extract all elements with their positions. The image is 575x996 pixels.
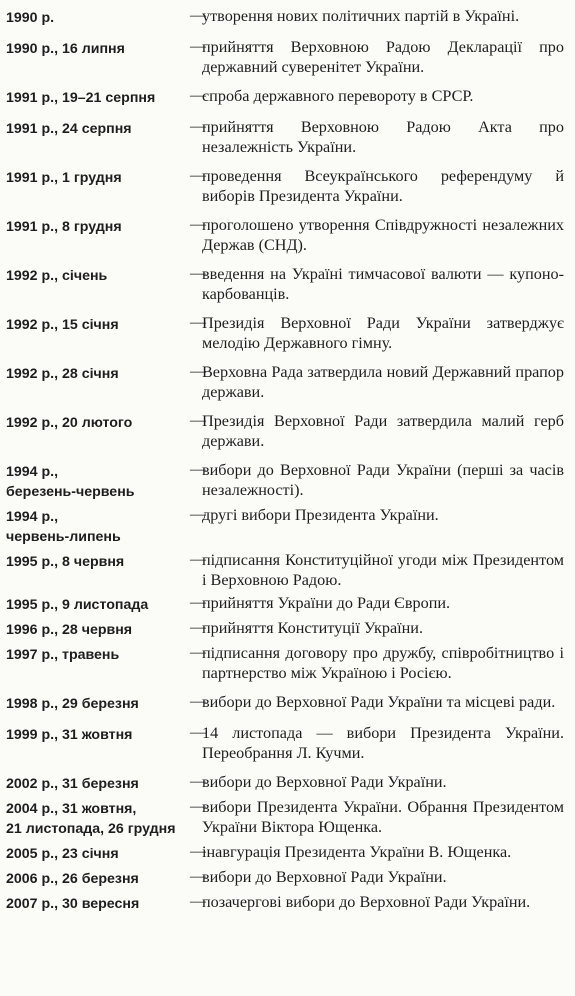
list-item bbox=[6, 723, 568, 763]
entry-date: 1995 р., 9 листопада bbox=[6, 597, 149, 613]
entry-date: 1997 р., травень bbox=[6, 647, 120, 663]
list-item bbox=[6, 692, 568, 714]
list-item bbox=[6, 618, 568, 640]
list-item bbox=[6, 215, 568, 255]
entry-dash: — bbox=[190, 693, 206, 710]
entry-event: Президія Верховної Ради України затверджує мелодію Державного гімну. bbox=[202, 314, 564, 352]
entry-dash: — bbox=[190, 551, 206, 568]
entry-dash: — bbox=[190, 868, 206, 885]
entry-date: 1992 р., 20 лютого bbox=[6, 415, 133, 431]
entry-event: підписання договору про дружбу, співробітництво і партнерство між Україною і Росією. bbox=[202, 644, 564, 682]
entry-dash: — bbox=[190, 412, 206, 429]
entry-dash: — bbox=[190, 644, 206, 661]
list-item bbox=[6, 593, 568, 615]
entry-dash: — bbox=[190, 843, 206, 860]
entry-dash: — bbox=[190, 118, 206, 135]
entry-date: 1991 р., 19–21 серпня bbox=[6, 90, 156, 106]
list-item bbox=[6, 550, 568, 590]
entry-date: 1991 р., 8 грудня bbox=[6, 219, 122, 235]
entry-date: 2002 р., 31 березня bbox=[6, 776, 139, 792]
list-item bbox=[6, 6, 568, 28]
list-item bbox=[6, 460, 568, 502]
entry-event: вибори Президента України. Обрання Президентом України Віктора Ющенка. bbox=[202, 798, 564, 836]
list-item bbox=[6, 505, 568, 547]
entry-date: 1990 р., 16 липня bbox=[6, 41, 125, 57]
list-item bbox=[6, 842, 568, 864]
list-item bbox=[6, 797, 568, 839]
entry-date: 1998 р., 29 березня bbox=[6, 696, 139, 712]
list-item bbox=[6, 166, 568, 206]
entry-dash: — bbox=[190, 506, 206, 523]
list-item bbox=[6, 643, 568, 683]
entry-dash: — bbox=[190, 314, 206, 331]
entry-date: 1992 р., січень bbox=[6, 268, 108, 284]
entry-date-line: 1994 р., bbox=[6, 464, 59, 480]
entry-event: вибори до Верховної Ради України (перші за часів незалежності). bbox=[202, 461, 564, 499]
entry-date: 1990 р. bbox=[6, 10, 55, 26]
entry-date-line: червень-липень bbox=[6, 529, 121, 545]
entry-event: позачергові вибори до Верховної Ради України. bbox=[202, 893, 531, 911]
entry-dash: — bbox=[190, 363, 206, 380]
entry-event: утворення нових політичних партій в Україні. bbox=[202, 7, 520, 25]
entry-event: спроба державного перевороту в СРСР. bbox=[202, 87, 474, 105]
list-item bbox=[6, 117, 568, 157]
entry-dash: — bbox=[190, 594, 206, 611]
chronology-list bbox=[6, 6, 568, 914]
list-item bbox=[6, 362, 568, 402]
entry-dash: — bbox=[190, 773, 206, 790]
entry-date: 1995 р., 8 червня bbox=[6, 554, 125, 570]
entry-dash: — bbox=[190, 461, 206, 478]
entry-date: 1996 р., 28 червня bbox=[6, 622, 133, 638]
entry-event: вибори до Верховної Ради України. bbox=[202, 868, 447, 886]
entry-dash: — bbox=[190, 167, 206, 184]
entry-event: вибори до Верховної Ради України та місцеві ради. bbox=[202, 693, 556, 711]
entry-date: 2007 р., 30 вересня bbox=[6, 896, 140, 912]
entry-event: вибори до Верховної Ради України. bbox=[202, 773, 447, 791]
entry-date bbox=[6, 460, 190, 502]
entry-date: 1991 р., 24 серпня bbox=[6, 121, 132, 137]
list-item bbox=[6, 37, 568, 77]
entry-date bbox=[6, 797, 190, 839]
entry-dash: — bbox=[190, 7, 206, 24]
list-item bbox=[6, 264, 568, 304]
entry-dash: — bbox=[190, 38, 206, 55]
list-item bbox=[6, 313, 568, 353]
entry-date-line: 21 листопада, 26 грудня bbox=[6, 821, 176, 837]
entry-date: 1999 р., 31 жовтня bbox=[6, 727, 133, 743]
list-item bbox=[6, 411, 568, 451]
entry-date: 2005 р., 23 січня bbox=[6, 846, 119, 862]
entry-event: 14 листопада — вибори Президента України. Переобрання Л. Кучми. bbox=[202, 724, 564, 762]
entry-date: 1991 р., 1 грудня bbox=[6, 170, 122, 186]
entry-event: Верховна Рада затвердила новий Державний прапор держави. bbox=[202, 363, 564, 401]
entry-dash: — bbox=[190, 893, 206, 910]
entry-event: Президія Верховної Ради затвердила малий герб держави. bbox=[202, 412, 564, 450]
entry-date-line: 1994 р., bbox=[6, 509, 59, 525]
entry-event: прийняття України до Ради Європи. bbox=[202, 594, 451, 612]
list-item bbox=[6, 867, 568, 889]
entry-event: прийняття Верховною Радою Декларації про державний суверенітет України. bbox=[202, 38, 564, 76]
entry-dash: — bbox=[190, 265, 206, 282]
entry-date-line: березень-червень bbox=[6, 484, 135, 500]
entry-event: введення на Україні тимчасової валюти — купоно-карбованців. bbox=[202, 265, 564, 303]
entry-event: підписання Конституційної угоди між Президентом і Верховною Радою. bbox=[202, 551, 564, 589]
entry-date: 2006 р., 26 березня bbox=[6, 871, 139, 887]
entry-date bbox=[6, 505, 190, 547]
entry-dash: — bbox=[190, 798, 206, 815]
entry-event: прийняття Конституції України. bbox=[202, 619, 423, 637]
entry-dash: — bbox=[190, 216, 206, 233]
entry-date: 1992 р., 15 січня bbox=[6, 317, 119, 333]
entry-dash: — bbox=[190, 724, 206, 741]
entry-date-line: 2004 р., 31 жовтня, bbox=[6, 801, 137, 817]
list-item bbox=[6, 892, 568, 914]
entry-event: проведення Всеукраїнського референдуму й виборів Президента України. bbox=[202, 167, 564, 205]
entry-date: 1992 р., 28 січня bbox=[6, 366, 119, 382]
entry-event: інавгурація Президента України В. Ющенка. bbox=[202, 843, 512, 861]
entry-event: проголошено утворення Співдружності незалежних Держав (СНД). bbox=[202, 216, 564, 254]
entry-event: другі вибори Президента України. bbox=[202, 506, 439, 524]
entry-dash: — bbox=[190, 87, 206, 104]
list-item bbox=[6, 772, 568, 794]
list-item bbox=[6, 86, 568, 108]
entry-event: прийняття Верховною Радою Акта про незалежність України. bbox=[202, 118, 564, 156]
entry-dash: — bbox=[190, 619, 206, 636]
